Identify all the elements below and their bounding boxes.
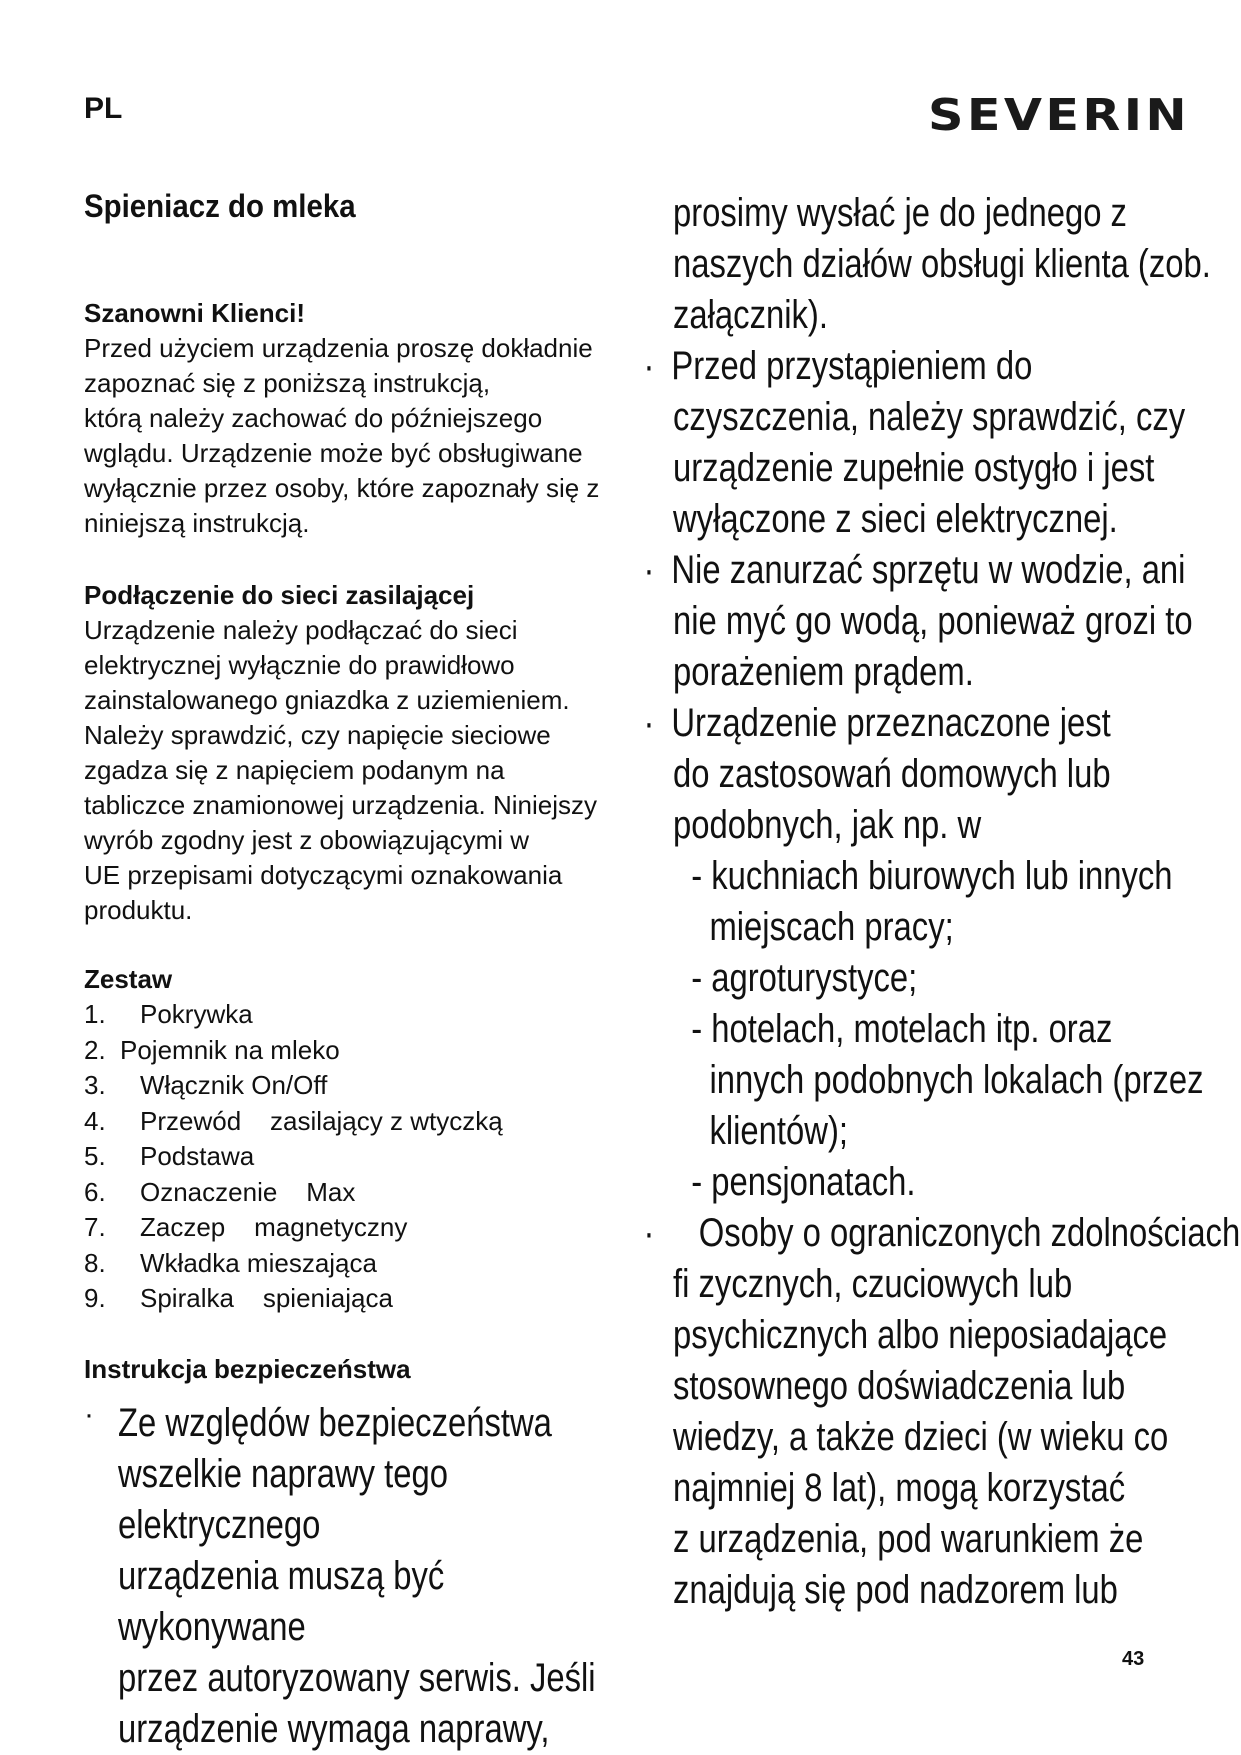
bullet-icon: · — [643, 1211, 655, 1255]
intro-line: wglądu. Urządzenie może być obsługiwane — [84, 438, 583, 468]
text-line — [673, 800, 1241, 851]
text-line — [673, 239, 1241, 290]
intro-line: którą należy zachować do późniejszego — [84, 403, 543, 433]
line-text: nie myć go wodą, ponieważ grozi to — [673, 599, 1193, 643]
text-line — [673, 1157, 1241, 1208]
text-line — [673, 494, 1241, 545]
power-line: Należy sprawdzić, czy napięcie sieciowe — [84, 720, 551, 750]
safety-line: urządzenia muszą być wykonywane — [117, 1554, 444, 1649]
power-line: zgadza się z napięciem podanym na — [84, 755, 505, 785]
power-line: zainstalowanego gniazdka z uziemieniem. — [84, 685, 570, 715]
line-text: porażeniem prądem. — [673, 650, 974, 694]
safety-heading: Instrukcja bezpieczeństwa — [84, 1354, 411, 1384]
safety-line: wszelkie naprawy tego elektrycznego — [117, 1452, 448, 1547]
set-section — [84, 962, 614, 1317]
text-line — [643, 545, 1241, 596]
line-text: psychicznych albo nieposiadające — [673, 1313, 1168, 1357]
line-text: miejscach pracy; — [673, 905, 954, 949]
intro-section — [84, 296, 614, 541]
line-text: prosimy wysłać je do jednego z — [673, 191, 1127, 235]
intro-line: niniejszą instrukcją. — [84, 508, 310, 538]
text-line — [673, 953, 1241, 1004]
text-line — [673, 1106, 1241, 1157]
line-text: czyszczenia, należy sprawdzić, czy — [673, 395, 1186, 439]
power-line: UE przepisami dotyczącymi oznakowania — [84, 860, 563, 890]
text-line — [673, 1259, 1241, 1310]
safety-line: przez autoryzowany serwis. Jeśli — [117, 1656, 596, 1700]
text-line — [673, 1463, 1241, 1514]
list-item: 6. Oznaczenie Max — [84, 1176, 356, 1207]
line-text: Urządzenie przeznaczone jest — [671, 701, 1111, 745]
language-code: PL — [84, 92, 123, 125]
text-line — [643, 341, 1241, 392]
power-line: produktu. — [84, 895, 193, 925]
line-text: wiedzy, a także dzieci (w wieku co — [673, 1415, 1169, 1459]
line-text: naszych działów obsługi klienta (zob. — [673, 242, 1211, 286]
line-text: fi zycznych, czuciowych lub — [673, 1262, 1073, 1306]
list-item: 4. Przewód zasilający z wtyczką — [84, 1105, 503, 1136]
list-item: 9. Spiralka spieniająca — [84, 1283, 393, 1313]
safety-text — [118, 1398, 623, 1755]
text-line — [673, 596, 1241, 647]
line-text: innych podobnych lokalach (przez — [673, 1058, 1204, 1102]
set-heading: Zestaw — [84, 964, 173, 994]
line-text: wyłączone z sieci elektrycznej. — [673, 497, 1118, 541]
safety-first-item — [84, 1398, 734, 1755]
line-text: urządzenie zupełnie ostygło i jest — [673, 446, 1155, 490]
text-line — [673, 902, 1241, 953]
power-section — [84, 578, 614, 928]
text-line — [643, 698, 1241, 749]
list-item: 5. Podstawa — [84, 1141, 255, 1171]
text-line — [673, 1412, 1241, 1463]
text-line — [643, 1208, 1241, 1259]
line-text: najmniej 8 lat), mogą korzystać — [673, 1466, 1126, 1510]
intro-heading: Szanowni Klienci! — [84, 298, 306, 328]
brand-logo: SEVERIN — [928, 90, 1191, 141]
power-line: elektrycznej wyłącznie do prawidłowo — [84, 650, 515, 680]
page-number: 43 — [1122, 1648, 1145, 1670]
text-line — [673, 188, 1241, 239]
safety-line: urządzenie wymaga naprawy, — [117, 1707, 550, 1751]
bullet-icon: · — [643, 701, 655, 745]
safety-line: Ze względów bezpieczeństwa — [117, 1401, 552, 1445]
line-text: Nie zanurzać sprzętu w wodzie, ani — [671, 548, 1186, 592]
text-line — [673, 1310, 1241, 1361]
text-line — [673, 1055, 1241, 1106]
line-text: Przed przystąpieniem do — [671, 344, 1033, 388]
safety-section — [84, 1352, 614, 1387]
text-line — [673, 1004, 1241, 1055]
text-line — [673, 851, 1241, 902]
line-text: znajdują się pod nadzorem lub — [673, 1568, 1118, 1612]
list-item: 3. Włącznik On/Off — [84, 1070, 328, 1100]
text-line — [673, 443, 1241, 494]
bullet-icon: · — [643, 344, 655, 388]
right-column-text — [643, 188, 1241, 1616]
bullet-icon: · — [643, 548, 655, 592]
line-text: - hotelach, motelach itp. oraz — [673, 1007, 1113, 1051]
line-text: stosownego doświadczenia lub — [673, 1364, 1126, 1408]
intro-line: zapoznać się z poniższą instrukcją, — [84, 368, 491, 398]
line-text: załącznik). — [673, 293, 828, 337]
line-text: Osoby o ograniczonych zdolnościach — [671, 1211, 1241, 1255]
intro-line: wyłącznie przez osoby, które zapoznały się z — [84, 473, 600, 503]
line-text: - pensjonatach. — [673, 1160, 916, 1204]
line-text: - kuchniach biurowych lub innych — [673, 854, 1173, 898]
line-text: podobnych, jak np. w — [673, 803, 982, 847]
text-line — [673, 1514, 1241, 1565]
list-item: 1. Pokrywka — [84, 999, 253, 1029]
power-line: tabliczce znamionowej urządzenia. Niniejszy — [84, 790, 598, 820]
text-line — [673, 290, 1241, 341]
intro-line: Przed użyciem urządzenia proszę dokładnie — [84, 333, 593, 363]
text-line — [673, 392, 1241, 443]
text-line — [673, 749, 1241, 800]
power-line: wyrób zgodny jest z obowiązującymi w — [84, 825, 530, 855]
line-text: klientów); — [673, 1109, 848, 1153]
line-text: do zastosowań domowych lub — [673, 752, 1111, 796]
text-line — [673, 1361, 1241, 1412]
list-item: 7. Zaczep magnetyczny — [84, 1212, 408, 1242]
list-item: 2. Pojemnik na mleko — [84, 1034, 340, 1065]
power-heading: Podłączenie do sieci zasilającej — [84, 580, 475, 610]
line-text: z urządzenia, pod warunkiem że — [673, 1517, 1144, 1561]
line-text: - agroturystyce; — [673, 956, 918, 1000]
text-line — [673, 647, 1241, 698]
parts-list — [84, 997, 614, 1317]
bullet-icon: · — [84, 1398, 94, 1431]
text-line — [673, 1565, 1241, 1616]
power-line: Urządzenie należy podłączać do sieci — [84, 615, 518, 645]
list-item: 8. Wkładka mieszająca — [84, 1247, 377, 1278]
page-title: Spieniacz do mleka — [84, 188, 356, 224]
